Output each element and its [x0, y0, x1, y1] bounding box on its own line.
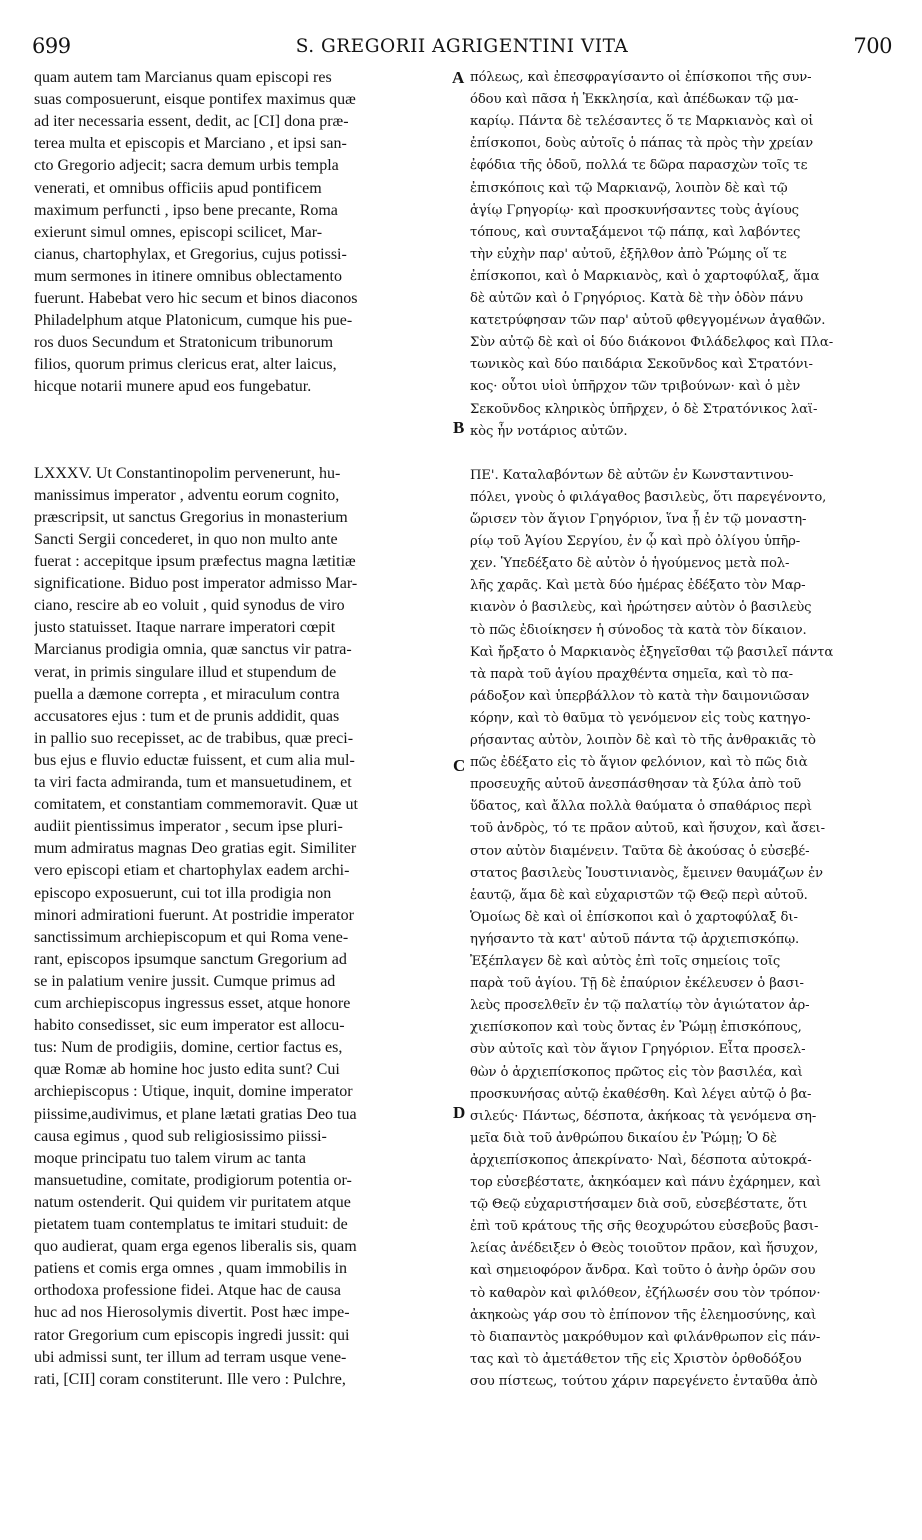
greek-line-text: ὕδατος, καὶ ἄλλα πολλὰ θαύματα ὁ σπαθάριος περὶ [470, 799, 812, 815]
greek-text-line [470, 995, 894, 1017]
greek-text-line [470, 376, 894, 398]
latin-text-line [34, 310, 446, 332]
greek-line-text: τας καὶ τὸ ἀμετάθετον τῆς εἰς Χριστὸν ὀρθοδόξου [470, 1351, 802, 1367]
latin-line-text: Sancti Sergii concederet, in quo non multo ante [34, 530, 338, 548]
greek-text-line [470, 399, 894, 421]
latin-text-line [34, 706, 446, 728]
latin-line-text: se in palatium venire jussit. Cumque primus ad [34, 972, 336, 990]
page-number-left: 699 [32, 34, 71, 58]
greek-line-text: σου πίστεως, τούτου χάριν παρεγένετο ἐνταῦθα ἀπὸ [470, 1373, 818, 1389]
greek-text-line [470, 1216, 894, 1238]
greek-line-text: όδου καὶ πᾶσα ἡ Ἐκκλησία, καὶ ἀπέδωκαν τῷ μα- [470, 92, 799, 108]
latin-line-text: mansuetudine, comitate, prodigiorum potentia or- [34, 1171, 352, 1189]
greek-text-line [470, 730, 894, 752]
latin-line-text: justo statuisset. Itaque narrare imperatori cœpit [34, 619, 336, 637]
greek-line-text: πόλει, γνοὺς ὁ φιλάγαθος βασιλεὺς, ὅτι παρεγένοντο, [470, 489, 827, 505]
latin-line-text: vero episcopi etiam et chartophylax eadem archi- [34, 862, 350, 880]
greek-line-text: καὶ σημειοφόρον ἄνδρα. Καὶ τοῦτο ὁ ἀνὴρ ὁρῶν σου [470, 1263, 816, 1279]
latin-line-text: puella a dæmone correpta , et miraculum contra [34, 685, 340, 703]
greek-line-text: ἀρχιεπίσκοπος ἀπεκρίνατο· Ναὶ, δέσποτα αὐτοκρά- [470, 1152, 812, 1168]
greek-line-text: ὥρισεν τὸν ἅγιον Γρηγόριον, ἵνα ᾖ ἐν τῷ μοναστη- [470, 512, 807, 527]
latin-text-line [34, 1192, 446, 1214]
latin-line-text: fuerunt. Habebat vero hic secum et binos diaconos [34, 290, 358, 307]
latin-text-line [34, 1170, 446, 1192]
latin-line-text: mum sermones in itinere omnibus oblectamento [34, 267, 342, 285]
greek-line-text: στον αὐτὸν διαμένειν. Ταῦτα δὲ ἀκούσας ὁ εὐσεβέ- [470, 843, 810, 859]
section-marker-b: B [453, 418, 465, 437]
latin-text-line [34, 67, 446, 89]
greek-text-line [470, 354, 894, 376]
greek-text-line [470, 487, 894, 509]
greek-text-line [470, 310, 894, 332]
greek-text-line [470, 531, 894, 553]
greek-text-line [470, 708, 894, 730]
latin-text-line [34, 1214, 446, 1236]
greek-text-line [470, 111, 894, 133]
greek-text-line [470, 575, 894, 597]
greek-line-text: τῷ Θεῷ εὐχαριστήσαμεν διὰ σοῦ, εὐσεβέστατε, ὅτι [470, 1197, 808, 1213]
latin-text-line [34, 551, 446, 573]
greek-line-text: ἐπίσκοποι, δοὺς αὐτοῖς ὁ πάπας τὰ πρὸς τὴν χρείαν [470, 136, 813, 152]
latin-line-text: manissimus imperator , adventu eorum cognito, [34, 486, 340, 504]
greek-text-line [470, 686, 894, 708]
latin-text-line [34, 178, 446, 200]
latin-text-line [34, 1015, 446, 1037]
latin-text-line [34, 728, 446, 750]
greek-line-text: κὸς ἦν νοτάριος αὐτῶν. [470, 423, 628, 439]
latin-line-text: quam autem tam Marcianus quam episcopi res [34, 69, 332, 86]
latin-line-text: suas composuerunt, eisque pontifex maximus quæ [34, 91, 356, 109]
greek-line-text: λεὺς προσελθεῖν ἐν τῷ παλατίῳ τὸν ἁγιώτατον ἀρ- [470, 998, 810, 1014]
latin-line-text: natum ostenderit. Qui quidem vir puritatem atque [34, 1193, 351, 1211]
greek-text-line [470, 1150, 894, 1172]
greek-line-text: ἁγίῳ Γρηγορίῳ· καὶ προσκυνήσαντες τοὺς ἁγίους [470, 202, 799, 218]
latin-line-text: tus: Num de prodigiis, domine, certior factus es, [34, 1039, 343, 1057]
latin-text-line [34, 639, 446, 661]
greek-text-line [470, 133, 894, 155]
greek-line-text: Ἐξέπλαγεν δὲ καὶ αὐτὸς ἐπὶ τοῖς σημείοις τοῖς [470, 954, 781, 969]
latin-line-text: rant, episcopos ipsumque sanctum Gregorium ad [34, 950, 347, 968]
running-header [32, 28, 892, 62]
greek-line-text: τὰ παρὰ τοῦ ἁγίου πραχθέντα σημεῖα, καὶ τὸ πα- [470, 666, 793, 682]
latin-text-line [34, 244, 446, 266]
latin-text-line [34, 485, 446, 507]
greek-text-line [470, 332, 894, 354]
greek-line-text: λῆς χαρᾶς. Καὶ μετὰ δύο ἡμέρας ἐδέξατο τὸν Μαρ- [470, 578, 806, 594]
greek-text-line [470, 288, 894, 310]
greek-line-text: ρήσαντας αὐτὸν, λοιπὸν δὲ καὶ τὸ τῆς ἀνθρακιᾶς τὸ [470, 733, 816, 748]
greek-text-line [470, 597, 894, 619]
greek-line-text: καρίῳ. Πάντα δὲ τελέσαντες ὅ τε Μαρκιανὸς καὶ οἱ [470, 114, 814, 130]
latin-text-line [34, 1280, 446, 1302]
latin-line-text: quo audierat, quam erga egenos liberalis sis, quam [34, 1238, 357, 1256]
latin-line-text: sanctissimum archiepiscopum et qui Roma vene- [34, 928, 349, 946]
latin-line-text: moque principatu tuo talem virum ac tanta [34, 1149, 306, 1167]
greek-line-text: παρὰ τοῦ ἁγίου. Τῇ δὲ ἐπαύριον ἐκέλευσεν ὁ βασι- [470, 976, 804, 992]
greek-text-line [470, 1084, 894, 1106]
latin-line-text: episcopo exposuerunt, cui tot illa prodigia non [34, 884, 332, 902]
latin-line-text: comitatem, et constantiam commemoravit. Quæ ut [34, 796, 358, 814]
latin-text-line [34, 883, 446, 905]
greek-line-text: δὲ αὐτῶν καὶ ὁ Γρηγόριος. Κατὰ δὲ τὴν ὁδὸν πάνυ [470, 291, 803, 306]
latin-line-text: ad iter necessaria essent, dedit, ac [CI] dona præ- [34, 113, 349, 131]
latin-line-text: hicque notarii munere apud eos fungebatur. [34, 378, 312, 396]
latin-column [34, 67, 446, 1540]
latin-line-text: Philadelphum atque Platonicum, cumque his pue- [34, 312, 353, 330]
latin-line-text: ta viri facta admiranda, tum et mansuetudinem, et [34, 774, 352, 791]
latin-line-text: exierunt simul omnes, episcopi scilicet, Mar- [34, 223, 323, 241]
greek-text-line [470, 89, 894, 111]
latin-text-line [34, 684, 446, 706]
latin-text-line [34, 1369, 446, 1391]
latin-line-text: ros duos Secundum et Stratonicum tribunorum [34, 334, 334, 352]
greek-text-line [470, 951, 894, 973]
greek-text-line [470, 841, 894, 863]
latin-line-text: huc ad nos Hierosolymis divertit. Post hæc impe- [34, 1304, 350, 1322]
greek-text-line [470, 863, 894, 885]
latin-text-line [34, 838, 446, 860]
latin-text-line [34, 354, 446, 376]
latin-line-text: cum archiepiscopus ingressus esset, atque honore [34, 995, 351, 1012]
latin-line-text: piissime,audivimus, et plane lætati gratias Deo tua [34, 1105, 357, 1123]
greek-text-line [470, 973, 894, 995]
greek-text-line [470, 642, 894, 664]
greek-line-text: ἐφόδια τῆς ὁδοῦ, πολλά τε δῶρα παρασχὼν τοῖς τε [470, 158, 808, 174]
greek-line-text: Καὶ ἤρξατο ὁ Μαρκιανὸς ἐξηγεῖσθαι τῷ βασιλεῖ πάντα [470, 644, 834, 660]
latin-line-text: verat, in primis singulare illud et stupendum de [34, 663, 337, 681]
greek-line-text: στατος βασιλεὺς Ἰουστινιανὸς, ἔμεινεν θαυμάζων ἐν [470, 865, 823, 881]
latin-line-text: bus ejus e fluvio eductæ fuissent, et cum alia mul- [34, 751, 355, 769]
latin-text-line [34, 1148, 446, 1170]
greek-line-text: πῶς ἐδέξατο εἰς τὸ ἅγιον φελόνιον, καὶ τὸ πῶς διὰ [470, 755, 808, 771]
greek-line-text: κιανὸν ὁ βασιλεὺς, καὶ ἠρώτησεν αὐτὸν ὁ βασιλεὺς [470, 600, 812, 616]
greek-text-line [470, 1194, 894, 1216]
latin-line-text: cianus, chartophylax, et Gregorius, cujus potissi- [34, 245, 347, 263]
greek-line-text: τὸ διαπαντὸς μακρόθυμον καὶ φιλάνθρωπον εἰς πάν- [470, 1329, 821, 1345]
greek-line-text: τὸ πῶς ἐδιοίκησεν ἡ σύνοδος τὰ κατὰ τὸν δίκαιον. [470, 622, 807, 638]
latin-text-line [34, 111, 446, 133]
greek-text-line [470, 1260, 894, 1282]
latin-text-line [34, 266, 446, 288]
greek-text-line [470, 818, 894, 840]
greek-line-text: ἀκηκοὼς γάρ σου τὸ ἐπίπονον τῆς ἐλεημοσύνης, καὶ [470, 1307, 817, 1323]
latin-text-line [34, 222, 446, 244]
greek-text-line [470, 1039, 894, 1061]
latin-text-line [34, 860, 446, 882]
latin-line-text: rator Gregorium cum episcopis ingredi jussit: qui [34, 1326, 350, 1344]
latin-text-line [34, 971, 446, 993]
latin-text-line [34, 1258, 446, 1280]
latin-text-line [34, 1325, 446, 1347]
section-marker-d: D [453, 1103, 466, 1122]
latin-line-text: terea multa et episcopis et Marciano , et ipsi san- [34, 135, 347, 153]
greek-text-line [470, 1172, 894, 1194]
latin-line-text: fuerat : accepitque ipsum præfectus magna lætitiæ [34, 553, 356, 570]
latin-line-text: audiit pientissimus imperator , secum ipse pluri- [34, 818, 343, 836]
latin-text-line [34, 662, 446, 684]
latin-text-line [34, 1081, 446, 1103]
latin-line-text: significatione. Biduo post imperator admisso Mar- [34, 575, 358, 593]
section-marker-c: C [453, 756, 466, 775]
latin-text-line [34, 993, 446, 1015]
latin-text-line [34, 133, 446, 155]
greek-line-text: τόπους, καὶ συνταξάμενοι τῷ πάπᾳ, καὶ λαβόντες [470, 224, 801, 240]
greek-text-line [470, 1062, 894, 1084]
latin-text-line [34, 1347, 446, 1369]
greek-line-text: τοῦ ἀνδρὸς, τό τε πρᾶον αὐτοῦ, καὶ ἥσυχον, καὶ ἄσει- [470, 821, 825, 837]
greek-line-text: σὺν αὐτοῖς καὶ τὸν ἅγιον Γρηγόριον. Εἶτα προσελ- [470, 1042, 806, 1058]
greek-text-line [470, 553, 894, 575]
latin-text-line [34, 1104, 446, 1126]
latin-line-text: quæ Romæ ab homine hoc justo edita sunt? Cui [34, 1061, 340, 1079]
latin-line-text: LXXXV. Ut Constantinopolim pervenerunt, hu- [34, 464, 341, 482]
greek-text-line [470, 266, 894, 288]
latin-line-text: venerati, et omnibus officiis apud pontificem [34, 179, 322, 197]
greek-line-text: ηγήσαντο τὰ κατ' αὐτοῦ πάντα τῷ ἀρχιεπισκόπῳ. [470, 931, 800, 947]
latin-line-text: patiens et comis erga omnes , quam immobilis in [34, 1260, 347, 1278]
greek-line-text: τὴν εὐχὴν παρ' αὐτοῦ, ἐξῆλθον ἀπὸ Ῥώμης οἵ τε [470, 246, 787, 262]
latin-text-line [34, 816, 446, 838]
latin-line-text: præscripsit, ut sanctus Gregorius in monasterium [34, 508, 348, 526]
latin-line-text: minori admirationi fuerunt. At postridie imperator [34, 906, 354, 924]
greek-line-text: τὸ καθαρὸν καὶ φιλόθεον, ἐζήλωσέν σου τὸν τρόπον· [470, 1285, 821, 1301]
greek-text-line [470, 1106, 894, 1128]
greek-text-line [470, 774, 894, 796]
latin-text-line [34, 1126, 446, 1148]
latin-line-text: rati, [CII] coram constiterunt. Ille vero : Pulchre, [34, 1370, 346, 1388]
greek-line-text: Ὁμοίως δὲ καὶ οἱ ἐπίσκοποι καὶ ὁ χαρτοφύλαξ δι- [470, 909, 798, 925]
latin-text-line [34, 1059, 446, 1081]
latin-line-text: filios, quorum primus clericus erat, alter laicus, [34, 356, 337, 374]
latin-text-line [34, 573, 446, 595]
latin-text-line [34, 1302, 446, 1324]
greek-text-line [470, 796, 894, 818]
latin-text-line [34, 750, 446, 772]
greek-text-line [470, 465, 894, 487]
greek-text-line [470, 620, 894, 642]
latin-line-text: maximum perfuncti , ipso bene precante, Roma [34, 201, 338, 219]
latin-line-text: cto Gregorio adjecit; sacra demum urbis templa [34, 157, 339, 175]
greek-line-text: Σὺν αὐτῷ δὲ καὶ οἱ δύο διάκονοι Φιλάδελφος καὶ Πλα- [470, 335, 834, 351]
greek-line-text: κος· οὗτοι υἱοὶ ὑπῆρχον τῶν τριβούνων· καὶ ὁ μὲν [470, 379, 801, 395]
greek-line-text: πόλεως, καὶ ἐπεσφραγίσαντο οἱ ἐπίσκοποι τῆς συν- [470, 70, 812, 85]
greek-line-text: ἐπισκόποις καὶ τῷ Μαρκιανῷ, λοιπὸν δὲ καὶ τῷ [470, 180, 788, 196]
greek-text-line [470, 244, 894, 266]
greek-text-line [470, 1371, 894, 1393]
latin-text-line [34, 376, 446, 398]
greek-text-line [470, 509, 894, 531]
latin-text-line [34, 155, 446, 177]
latin-line-text: mum admiratus magnas Deo gratias egit. Similiter [34, 840, 357, 858]
greek-text-line [470, 1305, 894, 1327]
latin-text-line [34, 332, 446, 354]
greek-text-line [470, 1238, 894, 1260]
latin-text-line [34, 617, 446, 639]
latin-text-line [34, 463, 446, 485]
greek-text-line [470, 178, 894, 200]
latin-text-line [34, 772, 446, 794]
latin-text-line [34, 794, 446, 816]
greek-text-line [470, 664, 894, 686]
latin-text-line [34, 507, 446, 529]
greek-line-text: προσκυνήσας αὐτῷ ἐκαθέσθη. Καὶ λέγει αὐτῷ ὁ βα- [470, 1086, 812, 1102]
latin-text-line [34, 1236, 446, 1258]
latin-line-text: in pallio suo recepisset, ac de trabibus, quæ preci- [34, 729, 354, 747]
greek-line-text: σιλεύς· Πάντως, δέσποτα, ἀκήκοας τὰ γενόμενα ση- [470, 1108, 817, 1124]
greek-text-line [470, 907, 894, 929]
greek-line-text: λείας ἀνέδειξεν ὁ Θεὸς τοιοῦτον πρᾶον, καὶ ἥσυχον, [470, 1241, 819, 1257]
greek-text-line [470, 1283, 894, 1305]
greek-text-line [470, 67, 894, 89]
latin-line-text: ciano, rescire ab eo voluit , quid synodus de viro [34, 597, 345, 615]
greek-line-text: τωνικὸς καὶ δύο παιδάρια Σεκοῦνδος καὶ Στρατόνι- [470, 357, 813, 373]
greek-line-text: θὼν ὁ ἀρχιεπίσκοπος πρῶτος εἰς τὸν βασιλέα, καὶ [470, 1064, 803, 1080]
latin-line-text: pietatem tuam contemplatus te imitari studuit: de [34, 1216, 348, 1233]
latin-text-line [34, 905, 446, 927]
greek-text-line [470, 752, 894, 774]
greek-text-line [470, 222, 894, 244]
greek-line-text: ΠΕ'. Καταλαβόντων δὲ αὐτῶν ἐν Κωνσταντινου- [470, 467, 794, 483]
greek-text-line [470, 1017, 894, 1039]
greek-line-text: χιεπίσκοπον καὶ τοὺς ὄντας ἐν Ῥώμῃ ἐπισκόπους, [470, 1020, 802, 1036]
latin-text-line [34, 529, 446, 551]
greek-text-line [470, 1327, 894, 1349]
latin-line-text: ubi admissi sunt, ter illum ad terram usque vene- [34, 1348, 347, 1366]
greek-text-line [470, 155, 894, 177]
greek-line-text: ἐπὶ τοῦ κράτους τῆς σῆς θεοχυρώτου εὐσεβοῦς βασι- [470, 1219, 819, 1235]
running-title: S. GREGORII AGRIGENTINI VITA [295, 36, 629, 57]
greek-line-text: προσευχῆς αὐτοῦ ἀνεσπάσθησαν τὰ ξύλα ἀπὸ τοῦ [470, 777, 802, 793]
greek-line-text: ἑαυτῷ, ἅμα δὲ καὶ εὐχαριστῶν τῷ Θεῷ περὶ αὐτοῦ. [470, 887, 808, 903]
greek-line-text: Σεκοῦνδος κληρικὸς ὑπῆρχεν, ὁ δὲ Στρατόνικος λαϊ- [470, 401, 818, 417]
greek-line-text: μεῖα διὰ τοῦ ἀνθρώπου δικαίου ἐν Ῥώμῃ; Ὁ δὲ [470, 1130, 777, 1146]
greek-line-text: χεν. Ὑπεδέξατο δὲ αὐτὸν ὁ ἡγούμενος μετὰ πολ- [470, 556, 790, 572]
greek-text-line [470, 929, 894, 951]
section-marker-a: A [452, 68, 465, 87]
latin-line-text: causa egimus , quod sub religiosissimo piissi- [34, 1127, 327, 1145]
greek-line-text: ράδοξον καὶ ὑπερβάλλον τὸ κατὰ τὴν δαιμονιῶσαν [470, 688, 810, 704]
greek-line-text: ἐπίσκοποι, καὶ ὁ Μαρκιανὸς, καὶ ὁ χαρτοφύλαξ, ἅμα [470, 268, 820, 284]
latin-text-line [34, 1037, 446, 1059]
greek-text-line [470, 1349, 894, 1371]
latin-text-line [34, 927, 446, 949]
latin-text-line [34, 288, 446, 310]
latin-line-text: Marcianus prodigia omnia, quæ sanctus vir patra- [34, 641, 352, 659]
latin-text-line [34, 949, 446, 971]
greek-text-line [470, 1128, 894, 1150]
greek-line-text: κόρην, καὶ τὸ θαῦμα τὸ γενόμενον εἰς τοὺς κατηγο- [470, 710, 811, 726]
greek-text-line [470, 885, 894, 907]
latin-text-line [34, 200, 446, 222]
greek-column [470, 67, 894, 1540]
greek-line-text: κατετρύφησαν τῶν παρ' αὐτοῦ φθεγγομένων ἀγαθῶν. [470, 313, 826, 329]
latin-text-line [34, 89, 446, 111]
greek-text-line [470, 200, 894, 222]
latin-line-text: orthodoxa professione fidei. Atque hac de causa [34, 1282, 342, 1300]
page-number-right: 700 [853, 34, 892, 58]
greek-line-text: τορ εὐσεβέστατε, ἀκηκόαμεν καὶ πάνυ ἐχάρημεν, καὶ [470, 1175, 821, 1190]
latin-text-line [34, 595, 446, 617]
greek-line-text: ρίῳ τοῦ Ἁγίου Σεργίου, ἐν ᾧ καὶ πρὸ ὀλίγου ὑπῆρ- [470, 534, 801, 550]
latin-line-text: archiepiscopus : Utique, inquit, domine imperator [34, 1083, 353, 1101]
latin-line-text: habito consedisset, sic eum imperator est allocu- [34, 1017, 345, 1035]
latin-line-text: accusatores ejus : tum et de prunis addidit, quas [34, 707, 340, 725]
greek-text-line [470, 421, 894, 443]
